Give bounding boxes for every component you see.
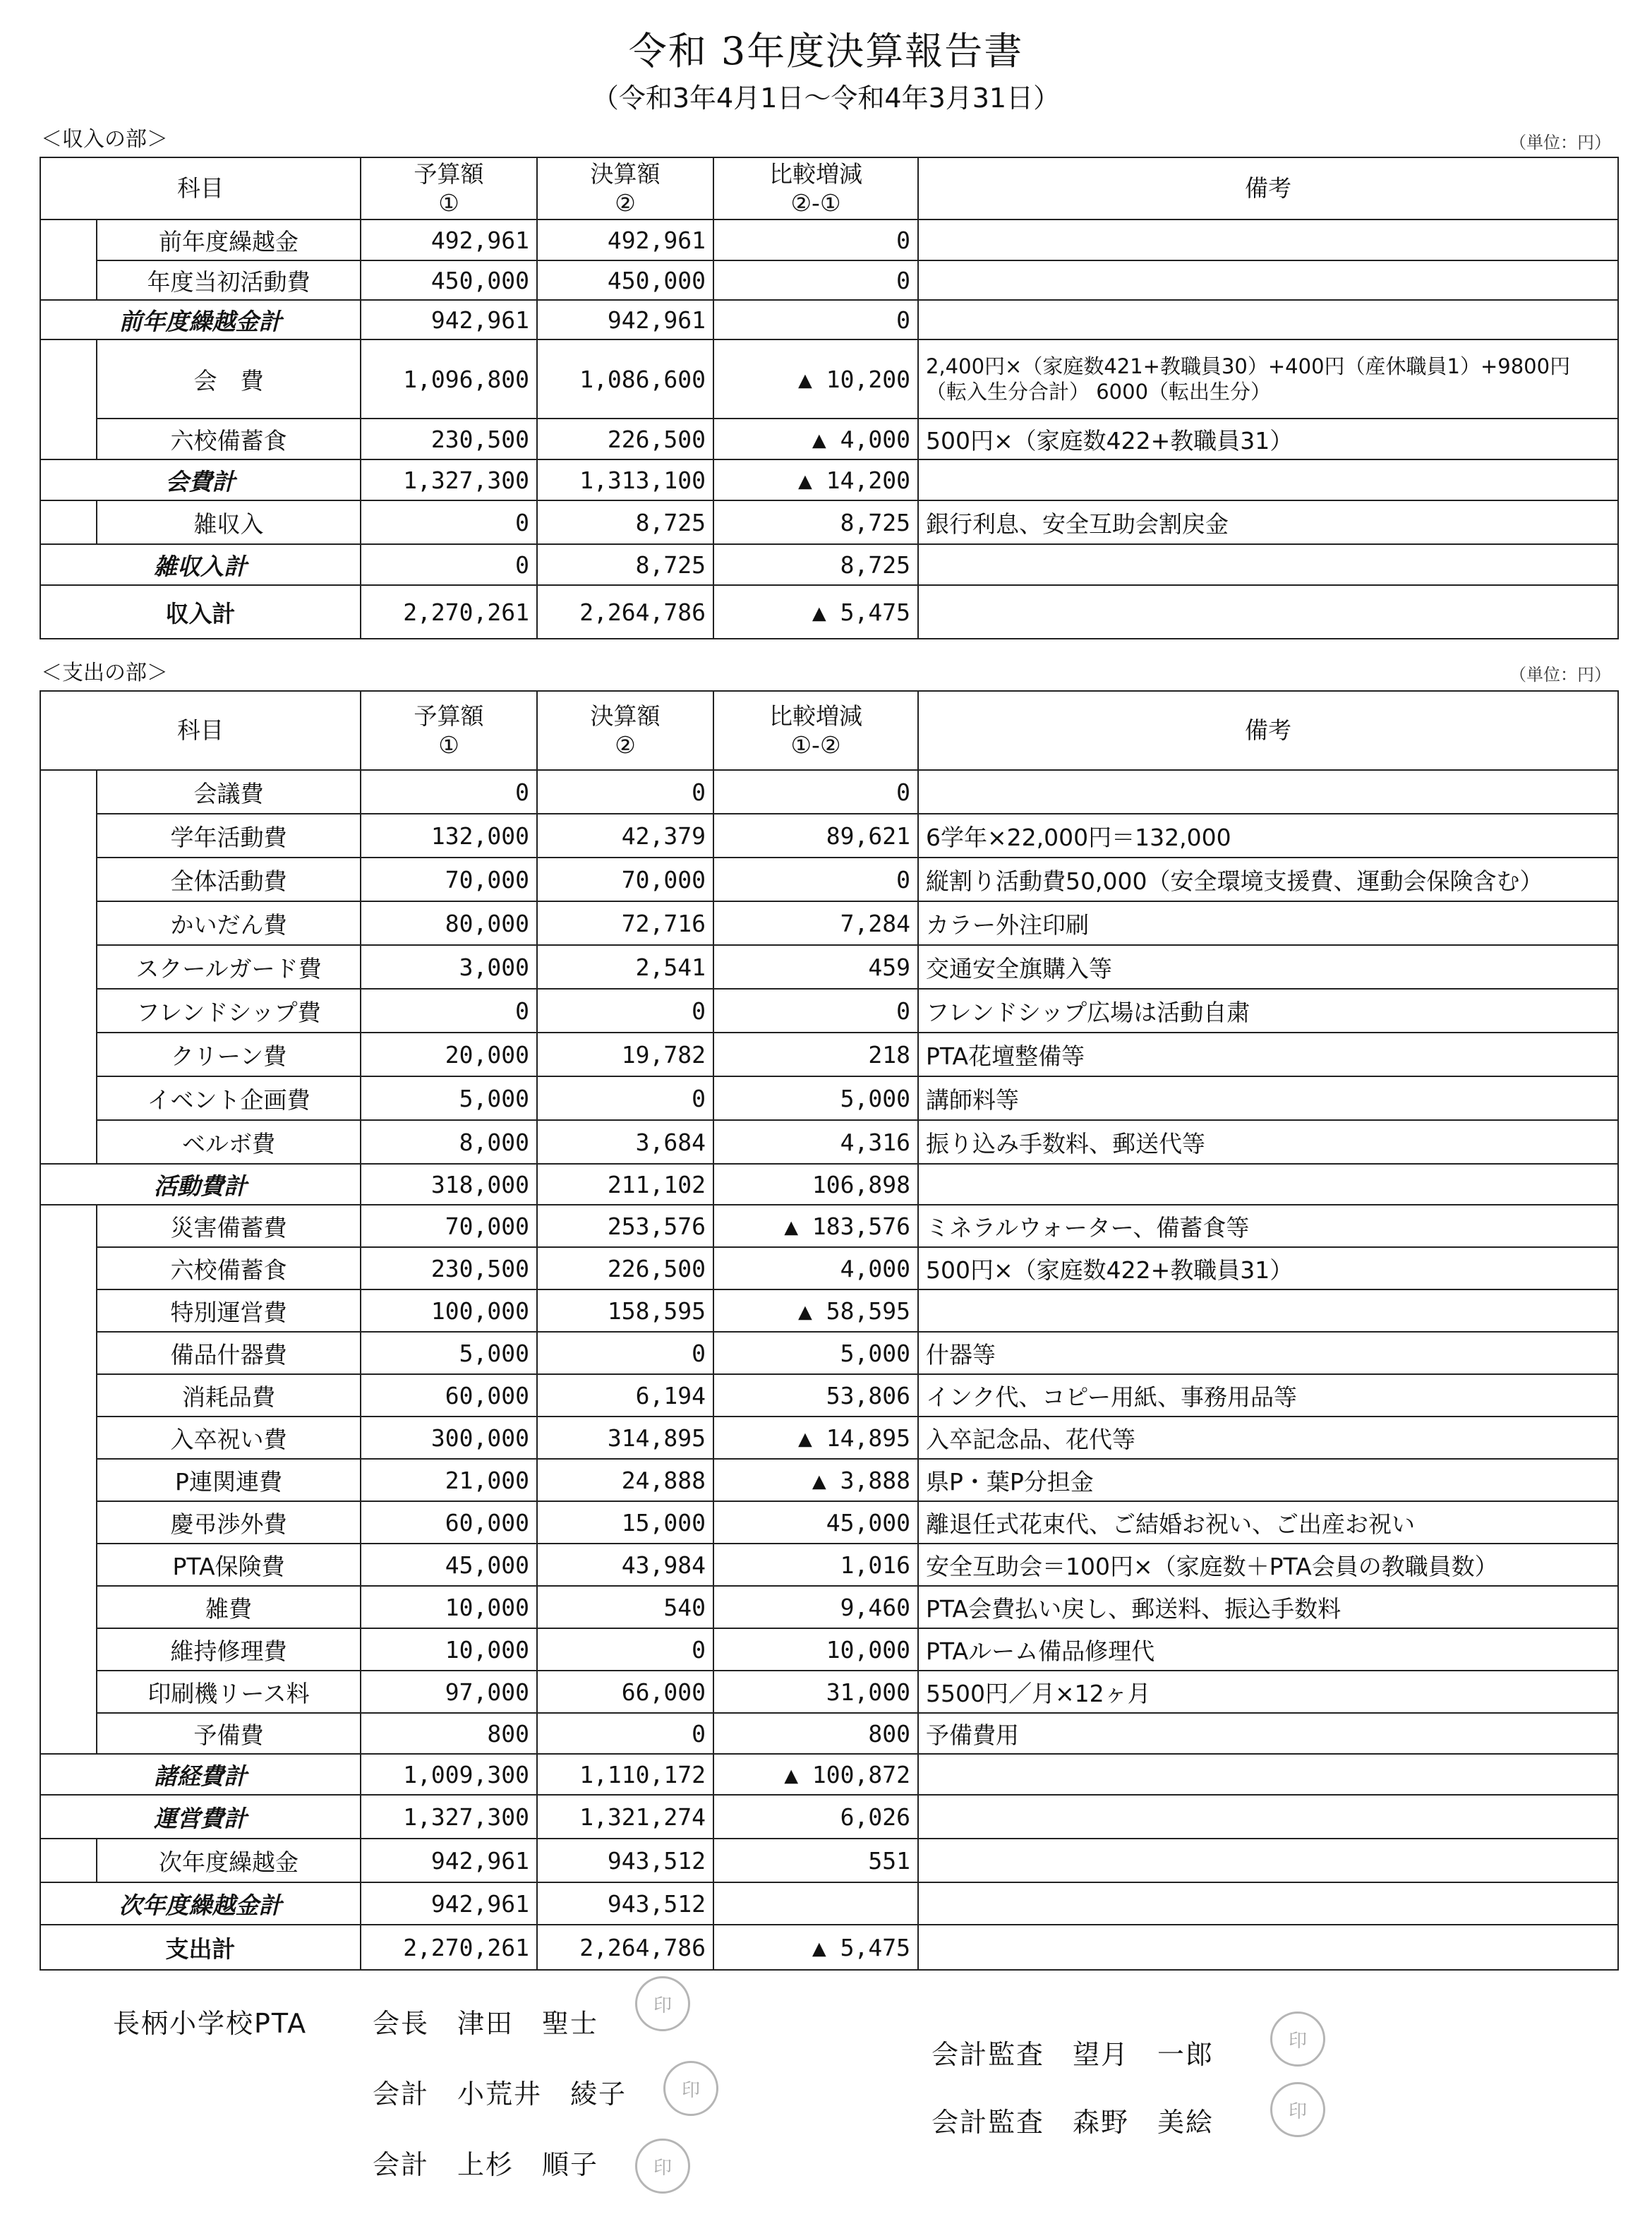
row-diff: 89,621	[713, 814, 918, 858]
row-actual: 1,110,172	[537, 1754, 713, 1795]
row-actual: 314,895	[537, 1417, 713, 1459]
row-actual: 226,500	[537, 1247, 713, 1289]
row-item: 学年活動費	[97, 814, 361, 858]
table-row	[40, 500, 1618, 544]
row-budget: 70,000	[361, 1205, 537, 1247]
row-actual: 942,961	[537, 300, 713, 339]
row-budget: 1,096,800	[361, 339, 537, 419]
row-actual: 15,000	[537, 1501, 713, 1544]
row-remark	[918, 1925, 1618, 1970]
row-item: かいだん費	[97, 901, 361, 945]
row-diff: 10,000	[713, 1628, 918, 1671]
row-diff: 45,000	[713, 1501, 918, 1544]
row-actual: 2,264,786	[537, 585, 713, 639]
row-budget: 230,500	[361, 1247, 537, 1289]
table-row	[40, 945, 1618, 989]
row-budget: 10,000	[361, 1628, 537, 1671]
row-item: 特別運営費	[97, 1289, 361, 1332]
income-table	[40, 157, 1619, 639]
row-actual: 211,102	[537, 1164, 713, 1205]
header-actual: 決算額 ②	[537, 157, 713, 220]
row-item: 入卒祝い費	[97, 1417, 361, 1459]
table-row	[40, 419, 1618, 459]
row-diff: 5,000	[713, 1332, 918, 1374]
row-budget: 1,009,300	[361, 1754, 537, 1795]
expense-unit-label: （単位：円）	[1509, 665, 1611, 685]
table-row	[40, 1671, 1618, 1713]
row-item: 消耗品費	[97, 1374, 361, 1417]
row-diff: ▲ 14,895	[713, 1417, 918, 1459]
page-title: 令和 3年度決算報告書	[628, 29, 1024, 73]
row-item: 会 費	[97, 339, 361, 419]
table-row	[40, 1247, 1618, 1289]
header-remark: 備考	[918, 157, 1618, 220]
row-item: 災害備蓄費	[97, 1205, 361, 1247]
row-item: クリーン費	[97, 1033, 361, 1076]
row-budget: 5,000	[361, 1076, 537, 1120]
row-diff: 1,016	[713, 1544, 918, 1586]
row-remark	[918, 1289, 1618, 1332]
row-diff: ▲ 3,888	[713, 1459, 918, 1501]
row-budget: 942,961	[361, 300, 537, 339]
row-actual: 450,000	[537, 260, 713, 300]
row-actual: 6,194	[537, 1374, 713, 1417]
table-row	[40, 1120, 1618, 1164]
row-diff: 0	[713, 770, 918, 814]
row-budget: 3,000	[361, 945, 537, 989]
income-section-label: ＜収入の部＞	[41, 127, 168, 152]
row-budget: 45,000	[361, 1544, 537, 1586]
row-item: 備品什器費	[97, 1332, 361, 1374]
row-actual: 8,725	[537, 500, 713, 544]
row-actual: 70,000	[537, 858, 713, 901]
row-budget: 20,000	[361, 1033, 537, 1076]
row-item: フレンドシップ費	[97, 989, 361, 1033]
row-item: ベルボ費	[97, 1120, 361, 1164]
row-remark: 縦割り活動費50,000（安全環境支援費、運動会保険含む）	[918, 858, 1618, 901]
row-actual: 0	[537, 770, 713, 814]
row-remark: 講師料等	[918, 1076, 1618, 1120]
table-row	[40, 1839, 1618, 1882]
row-budget: 318,000	[361, 1164, 537, 1205]
row-budget: 492,961	[361, 220, 537, 260]
row-actual: 24,888	[537, 1459, 713, 1501]
row-item: 雑費	[97, 1586, 361, 1628]
row-diff: 4,316	[713, 1120, 918, 1164]
row-diff: 9,460	[713, 1586, 918, 1628]
row-budget: 0	[361, 989, 537, 1033]
header-item: 科目	[40, 157, 361, 220]
table-row	[40, 339, 1618, 419]
row-diff: 459	[713, 945, 918, 989]
row-item: 前年度繰越金計	[40, 300, 361, 339]
row-actual: 66,000	[537, 1671, 713, 1713]
row-remark: ミネラルウォーター、備蓄食等	[918, 1205, 1618, 1247]
row-item: 諸経費計	[40, 1754, 361, 1795]
row-actual: 2,541	[537, 945, 713, 989]
row-actual: 2,264,786	[537, 1925, 713, 1970]
header-budget: 予算額 ①	[361, 157, 537, 220]
total-row	[40, 585, 1618, 639]
row-diff: 6,026	[713, 1795, 918, 1839]
table-row	[40, 1076, 1618, 1120]
row-remark	[918, 1754, 1618, 1795]
seal-stamp-icon: 印	[635, 2139, 690, 2194]
row-diff: 8,725	[713, 544, 918, 585]
row-budget: 5,000	[361, 1332, 537, 1374]
row-item: 雑収入	[97, 500, 361, 544]
row-budget: 8,000	[361, 1120, 537, 1164]
row-remark: インク代、コピー用紙、事務用品等	[918, 1374, 1618, 1417]
row-remark: 安全互助会＝100円×（家庭数＋PTA会員の教職員数）	[918, 1544, 1618, 1586]
subtotal-row	[40, 544, 1618, 585]
row-diff: ▲ 14,200	[713, 459, 918, 500]
row-remark	[918, 1882, 1618, 1925]
row-remark: 離退任式花束代、ご結婚お祝い、ご出産お祝い	[918, 1501, 1618, 1544]
row-budget: 300,000	[361, 1417, 537, 1459]
row-remark: フレンドシップ広場は活動自粛	[918, 989, 1618, 1033]
expense-section-label: ＜支出の部＞	[41, 661, 168, 685]
row-actual: 1,313,100	[537, 459, 713, 500]
row-budget: 0	[361, 770, 537, 814]
row-diff: 31,000	[713, 1671, 918, 1713]
header-actual: 決算額 ②	[537, 691, 713, 770]
row-diff: ▲ 5,475	[713, 585, 918, 639]
seal-stamp-icon: 印	[635, 1976, 690, 2031]
row-remark	[918, 1839, 1618, 1882]
table-row	[40, 1033, 1618, 1076]
row-remark: 6学年×22,000円＝132,000	[918, 814, 1618, 858]
row-actual: 492,961	[537, 220, 713, 260]
expense-header-row	[40, 691, 1618, 770]
row-remark	[918, 770, 1618, 814]
row-item: P連関連費	[97, 1459, 361, 1501]
row-item: 維持修理費	[97, 1628, 361, 1671]
table-row	[40, 1289, 1618, 1332]
row-item: 次年度繰越金計	[40, 1882, 361, 1925]
row-remark: 500円×（家庭数422+教職員31）	[918, 1247, 1618, 1289]
row-actual: 8,725	[537, 544, 713, 585]
subtotal-row	[40, 1164, 1618, 1205]
table-row	[40, 814, 1618, 858]
row-item: 収入計	[40, 585, 361, 639]
row-item: 予備費	[97, 1713, 361, 1754]
signature-treasurer-1: 会計 小荒井 綾子	[373, 2079, 627, 2110]
table-row	[40, 770, 1618, 814]
row-item: 会議費	[97, 770, 361, 814]
row-actual: 943,512	[537, 1882, 713, 1925]
row-item: 次年度繰越金	[97, 1839, 361, 1882]
row-remark	[918, 220, 1618, 260]
row-remark: 2,400円×（家庭数421+教職員30）+400円（産休職員1）+9800円（転入生分合計） 6000（転出生分）	[918, 339, 1618, 419]
row-actual: 0	[537, 989, 713, 1033]
row-diff: 551	[713, 1839, 918, 1882]
row-remark: PTA会費払い戻し、郵送料、振込手数料	[918, 1586, 1618, 1628]
row-item: 支出計	[40, 1925, 361, 1970]
row-diff: ▲ 100,872	[713, 1754, 918, 1795]
row-remark: 交通安全旗購入等	[918, 945, 1618, 989]
row-actual: 0	[537, 1076, 713, 1120]
row-actual: 1,321,274	[537, 1795, 713, 1839]
row-budget: 942,961	[361, 1882, 537, 1925]
header-remark: 備考	[918, 691, 1618, 770]
subtotal-row	[40, 1795, 1618, 1839]
row-item: 六校備蓄食	[97, 419, 361, 459]
row-budget: 70,000	[361, 858, 537, 901]
subtotal-row	[40, 1754, 1618, 1795]
subtotal-row	[40, 459, 1618, 500]
signature-president: 会長 津田 聖士	[373, 2008, 599, 2039]
row-diff: 4,000	[713, 1247, 918, 1289]
row-diff: 106,898	[713, 1164, 918, 1205]
table-row	[40, 1628, 1618, 1671]
seal-stamp-icon: 印	[663, 2061, 718, 2116]
row-actual: 72,716	[537, 901, 713, 945]
row-remark: 振り込み手数料、郵送代等	[918, 1120, 1618, 1164]
row-actual: 1,086,600	[537, 339, 713, 419]
row-actual: 253,576	[537, 1205, 713, 1247]
row-diff: ▲ 10,200	[713, 339, 918, 419]
table-row	[40, 260, 1618, 300]
row-diff: 5,000	[713, 1076, 918, 1120]
row-actual: 0	[537, 1713, 713, 1754]
row-actual: 158,595	[537, 1289, 713, 1332]
row-diff	[713, 1882, 918, 1925]
row-actual: 943,512	[537, 1839, 713, 1882]
row-diff: 0	[713, 858, 918, 901]
row-diff: 7,284	[713, 901, 918, 945]
row-remark: 500円×（家庭数422+教職員31）	[918, 419, 1618, 459]
row-item: 前年度繰越金	[97, 220, 361, 260]
row-remark: PTA花壇整備等	[918, 1033, 1618, 1076]
row-budget: 100,000	[361, 1289, 537, 1332]
row-diff: 0	[713, 220, 918, 260]
row-actual: 0	[537, 1628, 713, 1671]
row-diff: 0	[713, 989, 918, 1033]
row-diff: 218	[713, 1033, 918, 1076]
signature-auditor-2: 会計監査 森野 美絵	[931, 2107, 1214, 2138]
row-item: 印刷機リース料	[97, 1671, 361, 1713]
signature-auditor-1: 会計監査 望月 一郎	[931, 2039, 1214, 2070]
row-diff: ▲ 5,475	[713, 1925, 918, 1970]
row-budget: 0	[361, 544, 537, 585]
row-actual: 43,984	[537, 1544, 713, 1586]
row-budget: 10,000	[361, 1586, 537, 1628]
row-item: 会費計	[40, 459, 361, 500]
header-item: 科目	[40, 691, 361, 770]
row-budget: 800	[361, 1713, 537, 1754]
row-remark	[918, 585, 1618, 639]
row-item: 年度当初活動費	[97, 260, 361, 300]
row-item: 運営費計	[40, 1795, 361, 1839]
row-diff: 0	[713, 260, 918, 300]
row-budget: 21,000	[361, 1459, 537, 1501]
row-budget: 2,270,261	[361, 1925, 537, 1970]
row-diff: 800	[713, 1713, 918, 1754]
row-budget: 2,270,261	[361, 585, 537, 639]
row-remark: カラー外注印刷	[918, 901, 1618, 945]
header-diff: 比較増減 ①-②	[713, 691, 918, 770]
row-item: 全体活動費	[97, 858, 361, 901]
table-row	[40, 1713, 1618, 1754]
seal-stamp-icon: 印	[1270, 2082, 1325, 2137]
row-remark	[918, 1164, 1618, 1205]
row-diff: ▲ 58,595	[713, 1289, 918, 1332]
header-diff: 比較増減 ②-①	[713, 157, 918, 220]
table-row	[40, 1205, 1618, 1247]
row-budget: 60,000	[361, 1374, 537, 1417]
row-remark	[918, 1795, 1618, 1839]
table-row	[40, 1417, 1618, 1459]
subtotal-row	[40, 300, 1618, 339]
total-row	[40, 1925, 1618, 1970]
row-budget: 132,000	[361, 814, 537, 858]
row-budget: 1,327,300	[361, 459, 537, 500]
table-row	[40, 220, 1618, 260]
row-diff: 0	[713, 300, 918, 339]
table-row	[40, 1544, 1618, 1586]
row-remark	[918, 260, 1618, 300]
row-item: 六校備蓄食	[97, 1247, 361, 1289]
row-remark: PTAルーム備品修理代	[918, 1628, 1618, 1671]
row-remark: 県P・葉P分担金	[918, 1459, 1618, 1501]
row-item: イベント企画費	[97, 1076, 361, 1120]
row-actual: 0	[537, 1332, 713, 1374]
row-remark: 什器等	[918, 1332, 1618, 1374]
row-diff: ▲ 183,576	[713, 1205, 918, 1247]
income-unit-label: （単位：円）	[1509, 133, 1611, 152]
row-budget: 450,000	[361, 260, 537, 300]
row-budget: 230,500	[361, 419, 537, 459]
row-remark	[918, 544, 1618, 585]
row-remark: 5500円／月×12ヶ月	[918, 1671, 1618, 1713]
row-budget: 0	[361, 500, 537, 544]
table-row	[40, 1586, 1618, 1628]
row-actual: 19,782	[537, 1033, 713, 1076]
row-budget: 942,961	[361, 1839, 537, 1882]
signature-org: 長柄小学校PTA	[113, 2008, 308, 2039]
row-budget: 97,000	[361, 1671, 537, 1713]
table-row	[40, 1374, 1618, 1417]
row-remark: 入卒記念品、花代等	[918, 1417, 1618, 1459]
row-item: 慶弔渉外費	[97, 1501, 361, 1544]
fiscal-period: （令和3年4月1日～令和4年3月31日）	[591, 83, 1061, 114]
row-actual: 3,684	[537, 1120, 713, 1164]
table-row	[40, 1459, 1618, 1501]
row-remark	[918, 459, 1618, 500]
table-row	[40, 989, 1618, 1033]
row-budget: 1,327,300	[361, 1795, 537, 1839]
signature-treasurer-2: 会計 上杉 順子	[373, 2149, 599, 2180]
header-budget: 予算額 ①	[361, 691, 537, 770]
row-diff: 53,806	[713, 1374, 918, 1417]
row-actual: 42,379	[537, 814, 713, 858]
income-header-row	[40, 157, 1618, 220]
expense-table	[40, 690, 1619, 1971]
row-budget: 80,000	[361, 901, 537, 945]
row-item: 雑収入計	[40, 544, 361, 585]
row-diff: ▲ 4,000	[713, 419, 918, 459]
table-row	[40, 1501, 1618, 1544]
row-item: PTA保険費	[97, 1544, 361, 1586]
row-remark	[918, 300, 1618, 339]
table-row	[40, 858, 1618, 901]
row-actual: 226,500	[537, 419, 713, 459]
row-remark: 予備費用	[918, 1713, 1618, 1754]
row-item: スクールガード費	[97, 945, 361, 989]
row-actual: 540	[537, 1586, 713, 1628]
row-budget: 60,000	[361, 1501, 537, 1544]
row-remark: 銀行利息、安全互助会割戻金	[918, 500, 1618, 544]
seal-stamp-icon: 印	[1270, 2011, 1325, 2067]
row-diff: 8,725	[713, 500, 918, 544]
table-row	[40, 901, 1618, 945]
subtotal-row	[40, 1882, 1618, 1925]
row-item: 活動費計	[40, 1164, 361, 1205]
table-row	[40, 1332, 1618, 1374]
